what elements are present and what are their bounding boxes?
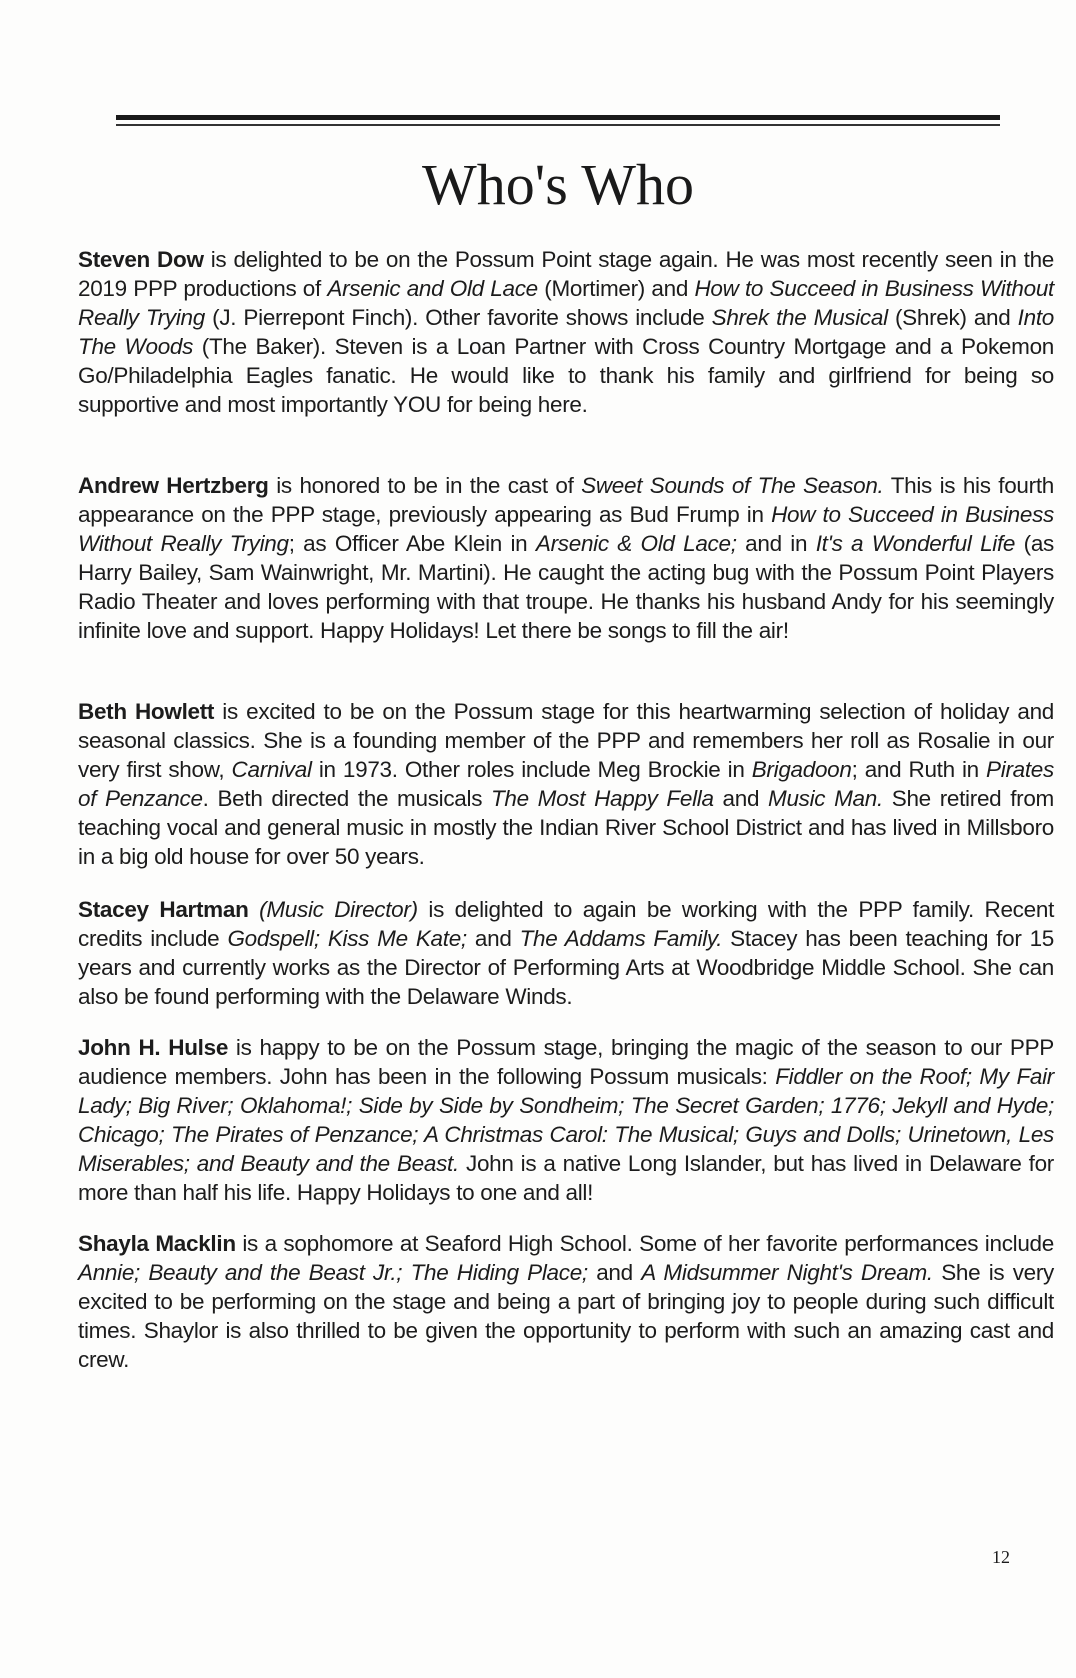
- show-title: Brigadoon: [751, 757, 852, 782]
- show-title: How to Succeed in Business Without Really Trying: [78, 502, 1054, 556]
- show-title: The Most Happy Fella: [490, 786, 714, 811]
- show-title: A Midsummer Night's Dream.: [641, 1260, 933, 1285]
- show-title: The Addams Family.: [519, 926, 723, 951]
- show-title: Pirates of Penzance: [78, 757, 1054, 811]
- bio-name: Beth Howlett: [78, 699, 215, 724]
- bio-name: John H. Hulse: [78, 1035, 229, 1060]
- bio-shayla-macklin: Shayla Macklin is a sophomore at Seaford High School. Some of her favorite performances include Annie; Beauty and the Beast Jr.; The Hiding Place; and A Midsummer Night's Dream. She is very excited to be performing on the stage and being a part of bringing joy to people during such difficult times. Shaylor is also thrilled to be given the opportunity to perform with such an amazing cast and crew.: [78, 1231, 1054, 1372]
- bio-name: Shayla Macklin: [78, 1231, 236, 1256]
- bio-name: Stacey Hartman: [78, 897, 249, 922]
- show-title: Fiddler on the Roof; My Fair Lady; Big River; Oklahoma!; Side by Side by Sondheim; The Secret Garden; 1776; Jekyll and Hyde; Chicago; The Pirates of Penzance; A Christmas Carol: The Musical; Guys and Dolls; Urinetown, Les Miserables; and Beauty and the Beast.: [78, 1064, 1054, 1176]
- header-rule-thick: [116, 115, 1000, 120]
- show-title: Arsenic and Old Lace: [327, 276, 538, 301]
- bio-name: Steven Dow: [78, 247, 204, 272]
- show-title: Into The Woods: [78, 305, 1054, 359]
- show-title: Shrek the Musical: [711, 305, 888, 330]
- show-title: Carnival: [231, 757, 312, 782]
- bio-andrew-hertzberg: Andrew Hertzberg is honored to be in the cast of Sweet Sounds of The Season. This is his fourth appearance on the PPP stage, previously appearing as Bud Frump in How to Succeed in Business Without Really Trying; as Officer Abe Klein in Arsenic & Old Lace; and in It's a Wonderful Life (as Harry Bailey, Sam Wainwright, Mr. Martini). He caught the acting bug with the Possum Point Players Radio Theater and loves performing with that troupe. He thanks his husband Andy for his seemingly infinite love and support. Happy Holidays! Let there be songs to fill the air!: [78, 473, 1055, 643]
- bio-beth-howlett: Beth Howlett is excited to be on the Possum stage for this heartwarming selection of holiday and seasonal classics. She is a founding member of the PPP and remembers her roll as Rosalie in our very first show, Carnival in 1973. Other roles include Meg Brockie in Brigadoon; and Ruth in Pirates of Penzance. Beth directed the musicals The Most Happy Fella and Music Man. She retired from teaching vocal and general music in mostly the Indian River School District and has lived in Millsboro in a big old house for over 50 years.: [78, 699, 1054, 869]
- show-title: Godspell; Kiss Me Kate;: [227, 926, 467, 951]
- bio-stacey-hartman: Stacey Hartman (Music Director) is delighted to again be working with the PPP family. Recent credits include Godspell; Kiss Me Kate; and The Addams Family. Stacey has been teaching for 15 years and currently works as the Director of Performing Arts at Woodbridge Middle School. She can also be found performing with the Delaware Winds.: [78, 897, 1055, 1009]
- bio-john-hulse: John H. Hulse is happy to be on the Possum stage, bringing the magic of the season to our PPP audience members. John has been in the following Possum musicals: Fiddler on the Roof; My Fair Lady; Big River; Oklahoma!; Side by Side by Sondheim; The Secret Garden; 1776; Jekyll and Hyde; Chicago; The Pirates of Penzance; A Christmas Carol: The Musical; Guys and Dolls; Urinetown, Les Miserables; and Beauty and the Beast. John is a native Long Islander, but has lived in Delaware for more than half his life. Happy Holidays to one and all!: [78, 1035, 1054, 1205]
- show-title: It's a Wonderful Life: [815, 531, 1016, 556]
- show-title: Sweet Sounds of The Season.: [581, 473, 884, 498]
- header-rule-thin: [116, 124, 1000, 126]
- show-title: Annie; Beauty and the Beast Jr.; The Hiding Place;: [78, 1260, 588, 1285]
- bio-name: Andrew Hertzberg: [78, 473, 269, 498]
- bio-steven-dow: Steven Dow is delighted to be on the Possum Point stage again. He was most recently seen in the 2019 PPP productions of Arsenic and Old Lace (Mortimer) and How to Succeed in Business Without Really Trying (J. Pierrepont Finch). Other favorite shows include Shrek the Musical (Shrek) and Into The Woods (The Baker). Steven is a Loan Partner with Cross Country Mortgage and a Pokemon Go/Philadelphia Eagles fanatic. He would like to thank his family and girlfriend for being so supportive and most importantly YOU for being here.: [78, 247, 1054, 417]
- show-title: Music Man.: [768, 786, 883, 811]
- show-title: How to Succeed in Business Without Really Trying: [78, 276, 1054, 330]
- page-title: Who's Who: [422, 152, 694, 217]
- show-title: (Music Director): [259, 897, 418, 922]
- show-title: Arsenic & Old Lace;: [535, 531, 737, 556]
- page-number: 12: [992, 1547, 1010, 1567]
